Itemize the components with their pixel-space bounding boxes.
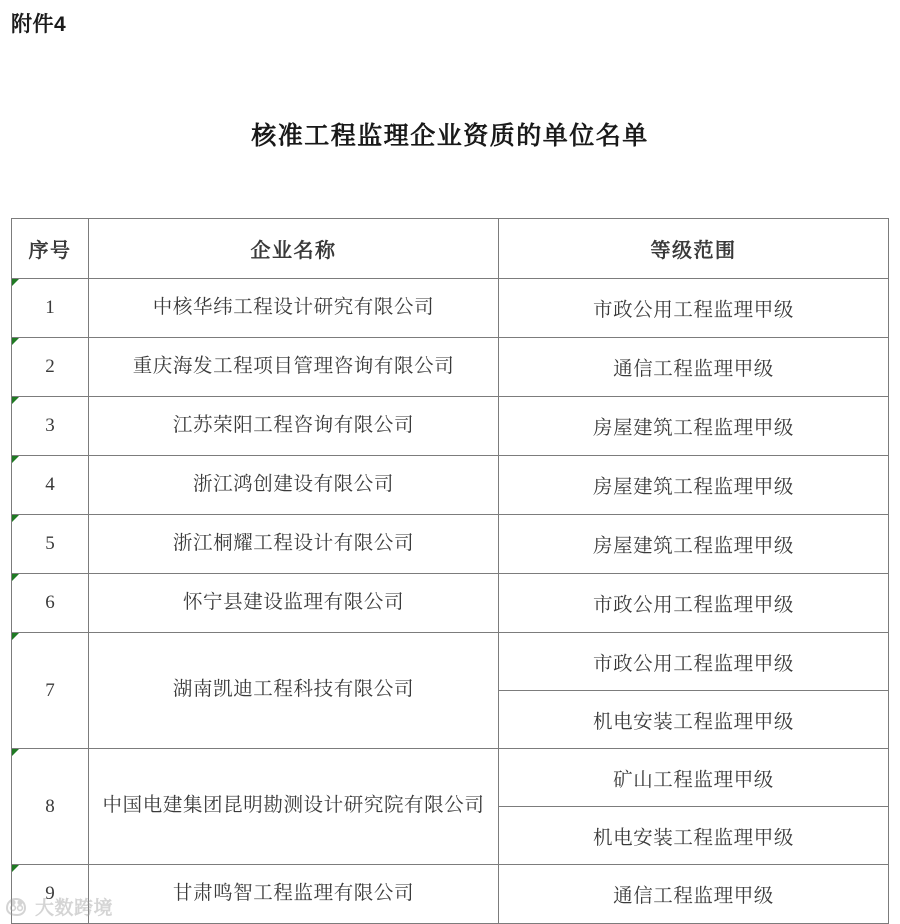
table-row	[12, 749, 889, 807]
column-header-index: 序号	[12, 219, 89, 279]
attachment-label: 附件4	[11, 13, 67, 36]
company-listing-table-container	[11, 218, 888, 924]
table-row	[12, 456, 889, 515]
row-index-cell: 3	[12, 397, 89, 456]
row-index-cell: 5	[12, 515, 89, 574]
row-scope-cell: 房屋建筑工程监理甲级	[499, 456, 889, 515]
row-scope-cell: 市政公用工程监理甲级	[499, 279, 889, 338]
table-row	[12, 515, 889, 574]
row-company-cell: 江苏荣阳工程咨询有限公司	[89, 397, 499, 456]
row-scope-cell: 矿山工程监理甲级	[499, 749, 889, 807]
table-row	[12, 279, 889, 338]
row-index-cell: 4	[12, 456, 89, 515]
row-company-cell: 中国电建集团昆明勘测设计研究院有限公司	[89, 749, 499, 865]
page-title: 核准工程监理企业资质的单位名单	[251, 122, 649, 150]
row-index-cell: 7	[12, 633, 89, 749]
column-header-scope: 等级范围	[499, 219, 889, 279]
row-scope-cell: 通信工程监理甲级	[499, 338, 889, 397]
row-index-cell: 9	[12, 865, 89, 924]
table-row	[12, 397, 889, 456]
watermark-text: 大数跨境	[35, 898, 114, 919]
table-row	[12, 865, 889, 924]
row-scope-cell: 机电安装工程监理甲级	[499, 691, 889, 749]
column-header-company: 企业名称	[89, 219, 499, 279]
table-row	[12, 338, 889, 397]
row-company-cell: 浙江桐耀工程设计有限公司	[89, 515, 499, 574]
row-index-cell: 6	[12, 574, 89, 633]
row-company-cell: 浙江鸿创建设有限公司	[89, 456, 499, 515]
table-row	[12, 633, 889, 691]
row-scope-cell: 市政公用工程监理甲级	[499, 633, 889, 691]
row-index-cell: 2	[12, 338, 89, 397]
table-body	[12, 219, 889, 924]
company-listing-table	[11, 218, 889, 924]
row-company-cell: 中核华纬工程设计研究有限公司	[89, 279, 499, 338]
row-scope-cell: 通信工程监理甲级	[499, 865, 889, 924]
table-row	[12, 574, 889, 633]
row-scope-cell: 机电安装工程监理甲级	[499, 807, 889, 865]
row-scope-cell: 房屋建筑工程监理甲级	[499, 515, 889, 574]
row-index-cell: 1	[12, 279, 89, 338]
row-index-cell: 8	[12, 749, 89, 865]
row-company-cell: 甘肃鸣智工程监理有限公司	[89, 865, 499, 924]
row-company-cell: 湖南凯迪工程科技有限公司	[89, 633, 499, 749]
row-scope-cell: 房屋建筑工程监理甲级	[499, 397, 889, 456]
row-company-cell: 怀宁县建设监理有限公司	[89, 574, 499, 633]
row-scope-cell: 市政公用工程监理甲级	[499, 574, 889, 633]
row-company-cell: 重庆海发工程项目管理咨询有限公司	[89, 338, 499, 397]
table-header-row	[12, 219, 889, 279]
